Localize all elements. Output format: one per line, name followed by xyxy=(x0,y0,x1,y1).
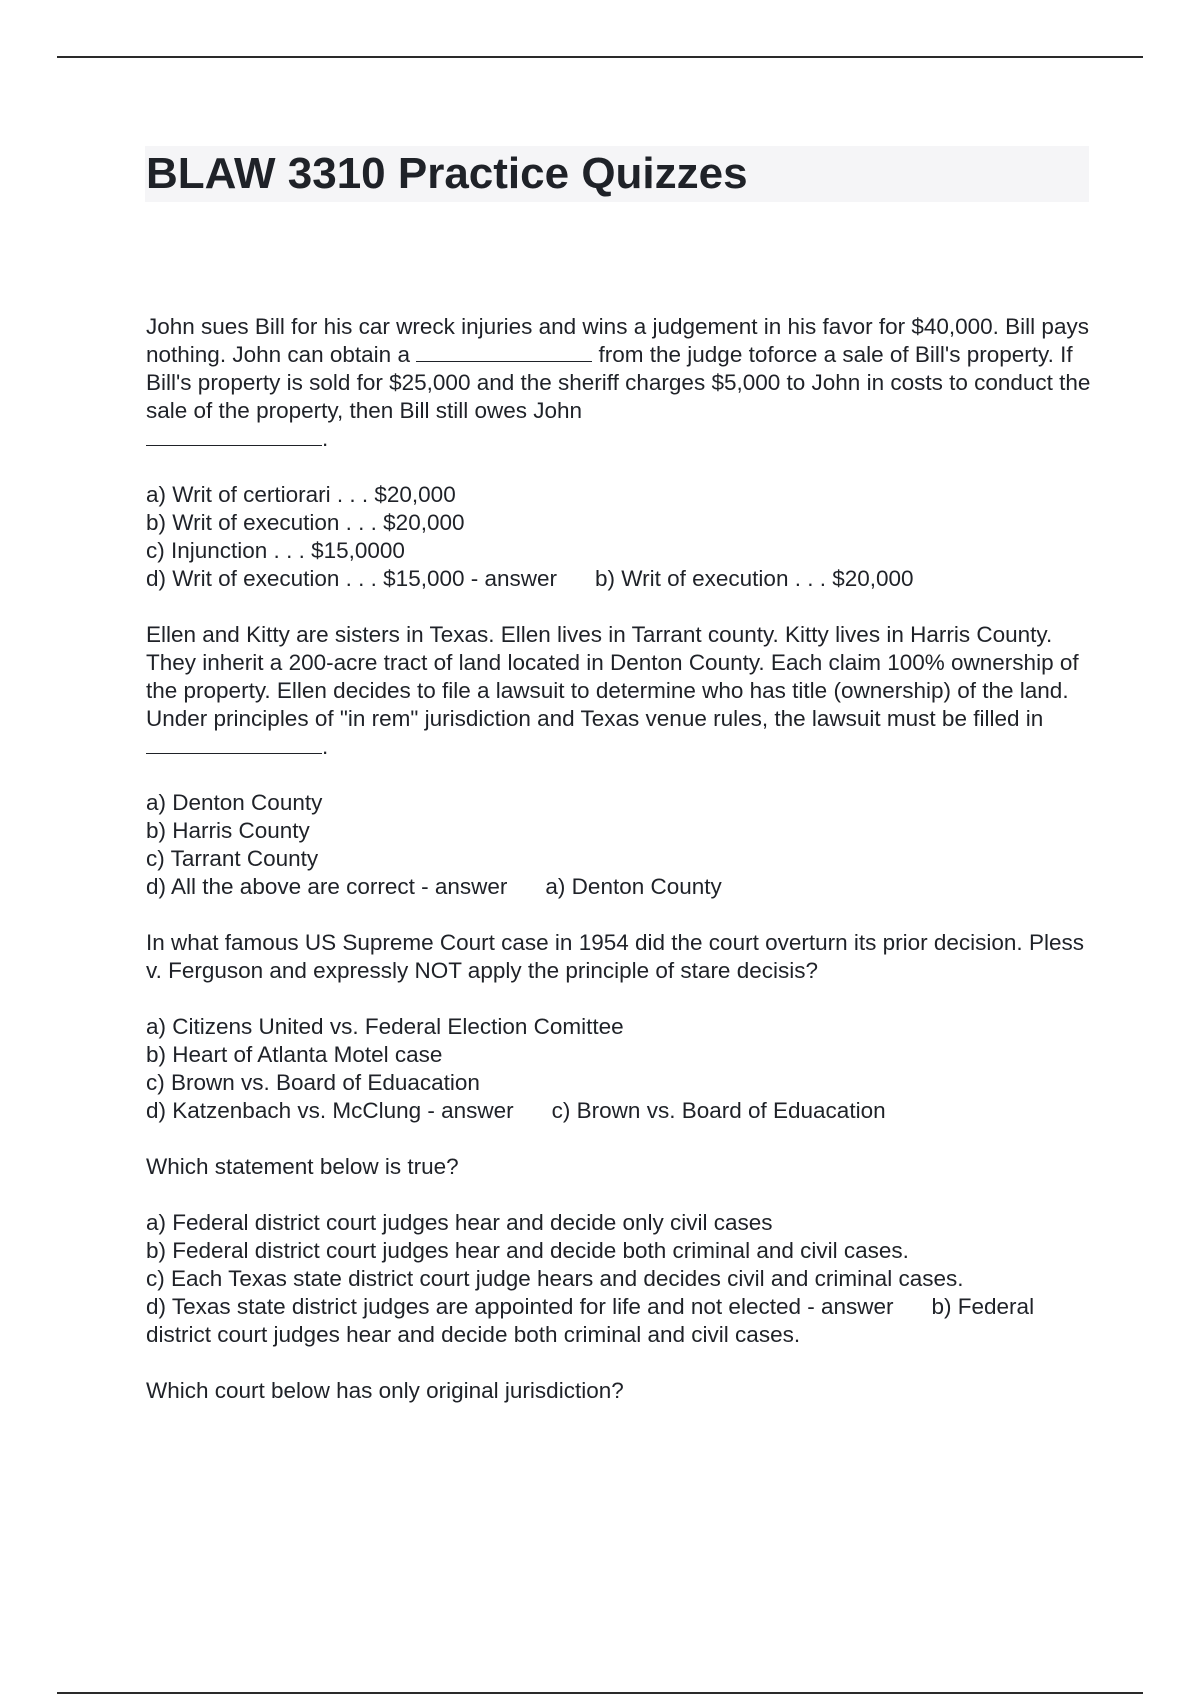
option-text: d) Writ of execution . . . $15,000 - answer xyxy=(146,566,558,591)
option-text: d) Katzenbach vs. McClung - answer xyxy=(146,1098,514,1123)
question-1-text-after: from the judge toforce a sale of Bill's property. If Bill's property is sold for $25,000 and the sheriff charges $5,000 to John in costs to conduct the sale of the property, then Bill still owes John xyxy=(146,342,1091,423)
question-3 xyxy=(146,929,1091,1125)
top-rule xyxy=(57,56,1143,58)
answer-blank xyxy=(146,425,322,446)
document-body xyxy=(146,313,1091,1405)
question-1-text-end: . xyxy=(322,426,329,451)
option-item: b) Harris County xyxy=(146,818,310,843)
question-2-text-end: . xyxy=(322,734,329,759)
question-5 xyxy=(146,1377,1091,1405)
option-item: b) Writ of execution . . . $20,000 xyxy=(146,510,465,535)
question-1-options xyxy=(146,481,1091,593)
option-item: a) Denton County xyxy=(146,790,323,815)
question-2-options xyxy=(146,789,1091,901)
option-item xyxy=(146,1097,1091,1125)
question-4-text: Which statement below is true? xyxy=(146,1154,459,1179)
question-5-text: Which court below has only original jurisdiction? xyxy=(146,1378,624,1403)
answer-blank xyxy=(146,733,322,754)
option-item: b) Federal district court judges hear and decide both criminal and civil cases. xyxy=(146,1238,909,1263)
question-2 xyxy=(146,621,1091,901)
question-3-options xyxy=(146,1013,1091,1125)
question-2-text-before: Ellen and Kitty are sisters in Texas. Ellen lives in Tarrant county. Kitty lives in Harris County. They inherit a 200-acre tract of land located in Denton County. Each claim 100% ownership of the property. Ellen decides to file a lawsuit to determine who has title (ownership) of the land. Under principles of "in rem" jurisdiction and Texas venue rules, the lawsuit must be filled in xyxy=(146,622,1079,731)
answer-text: c) Brown vs. Board of Eduacation xyxy=(551,1098,886,1123)
option-item: a) Federal district court judges hear and decide only civil cases xyxy=(146,1210,773,1235)
answer-text: b) Federal district court judges hear and decide both criminal and civil cases. xyxy=(146,1294,1035,1347)
option-item: b) Heart of Atlanta Motel case xyxy=(146,1042,443,1067)
option-text: d) All the above are correct - answer xyxy=(146,874,508,899)
option-item xyxy=(146,565,1091,593)
question-1-text-before: John sues Bill for his car wreck injuries and wins a judgement in his favor for $40,000. Bill pays nothing. John can obtain a xyxy=(146,314,1089,367)
option-item: a) Writ of certiorari . . . $20,000 xyxy=(146,482,456,507)
bottom-rule xyxy=(57,1692,1143,1694)
option-item xyxy=(146,873,1091,901)
option-item: a) Citizens United vs. Federal Election Comittee xyxy=(146,1014,624,1039)
answer-text: a) Denton County xyxy=(545,874,722,899)
question-3-text: In what famous US Supreme Court case in 1954 did the court overturn its prior decision. Pless v. Ferguson and expressly NOT apply the principle of stare decisis? xyxy=(146,930,1084,983)
question-2-text xyxy=(146,621,1091,761)
option-item: c) Brown vs. Board of Eduacation xyxy=(146,1070,480,1095)
answer-blank xyxy=(416,341,592,362)
answer-text: b) Writ of execution . . . $20,000 xyxy=(595,566,914,591)
question-4-options xyxy=(146,1209,1091,1349)
question-1-text xyxy=(146,313,1091,453)
document-title: BLAW 3310 Practice Quizzes xyxy=(146,149,748,198)
option-text: d) Texas state district judges are appointed for life and not elected - answer xyxy=(146,1294,894,1319)
option-item: c) Tarrant County xyxy=(146,846,319,871)
option-item: c) Each Texas state district court judge hears and decides civil and criminal cases. xyxy=(146,1266,964,1291)
option-item xyxy=(146,1293,1091,1349)
question-1 xyxy=(146,313,1091,593)
option-item: c) Injunction . . . $15,0000 xyxy=(146,538,405,563)
question-4 xyxy=(146,1153,1091,1349)
